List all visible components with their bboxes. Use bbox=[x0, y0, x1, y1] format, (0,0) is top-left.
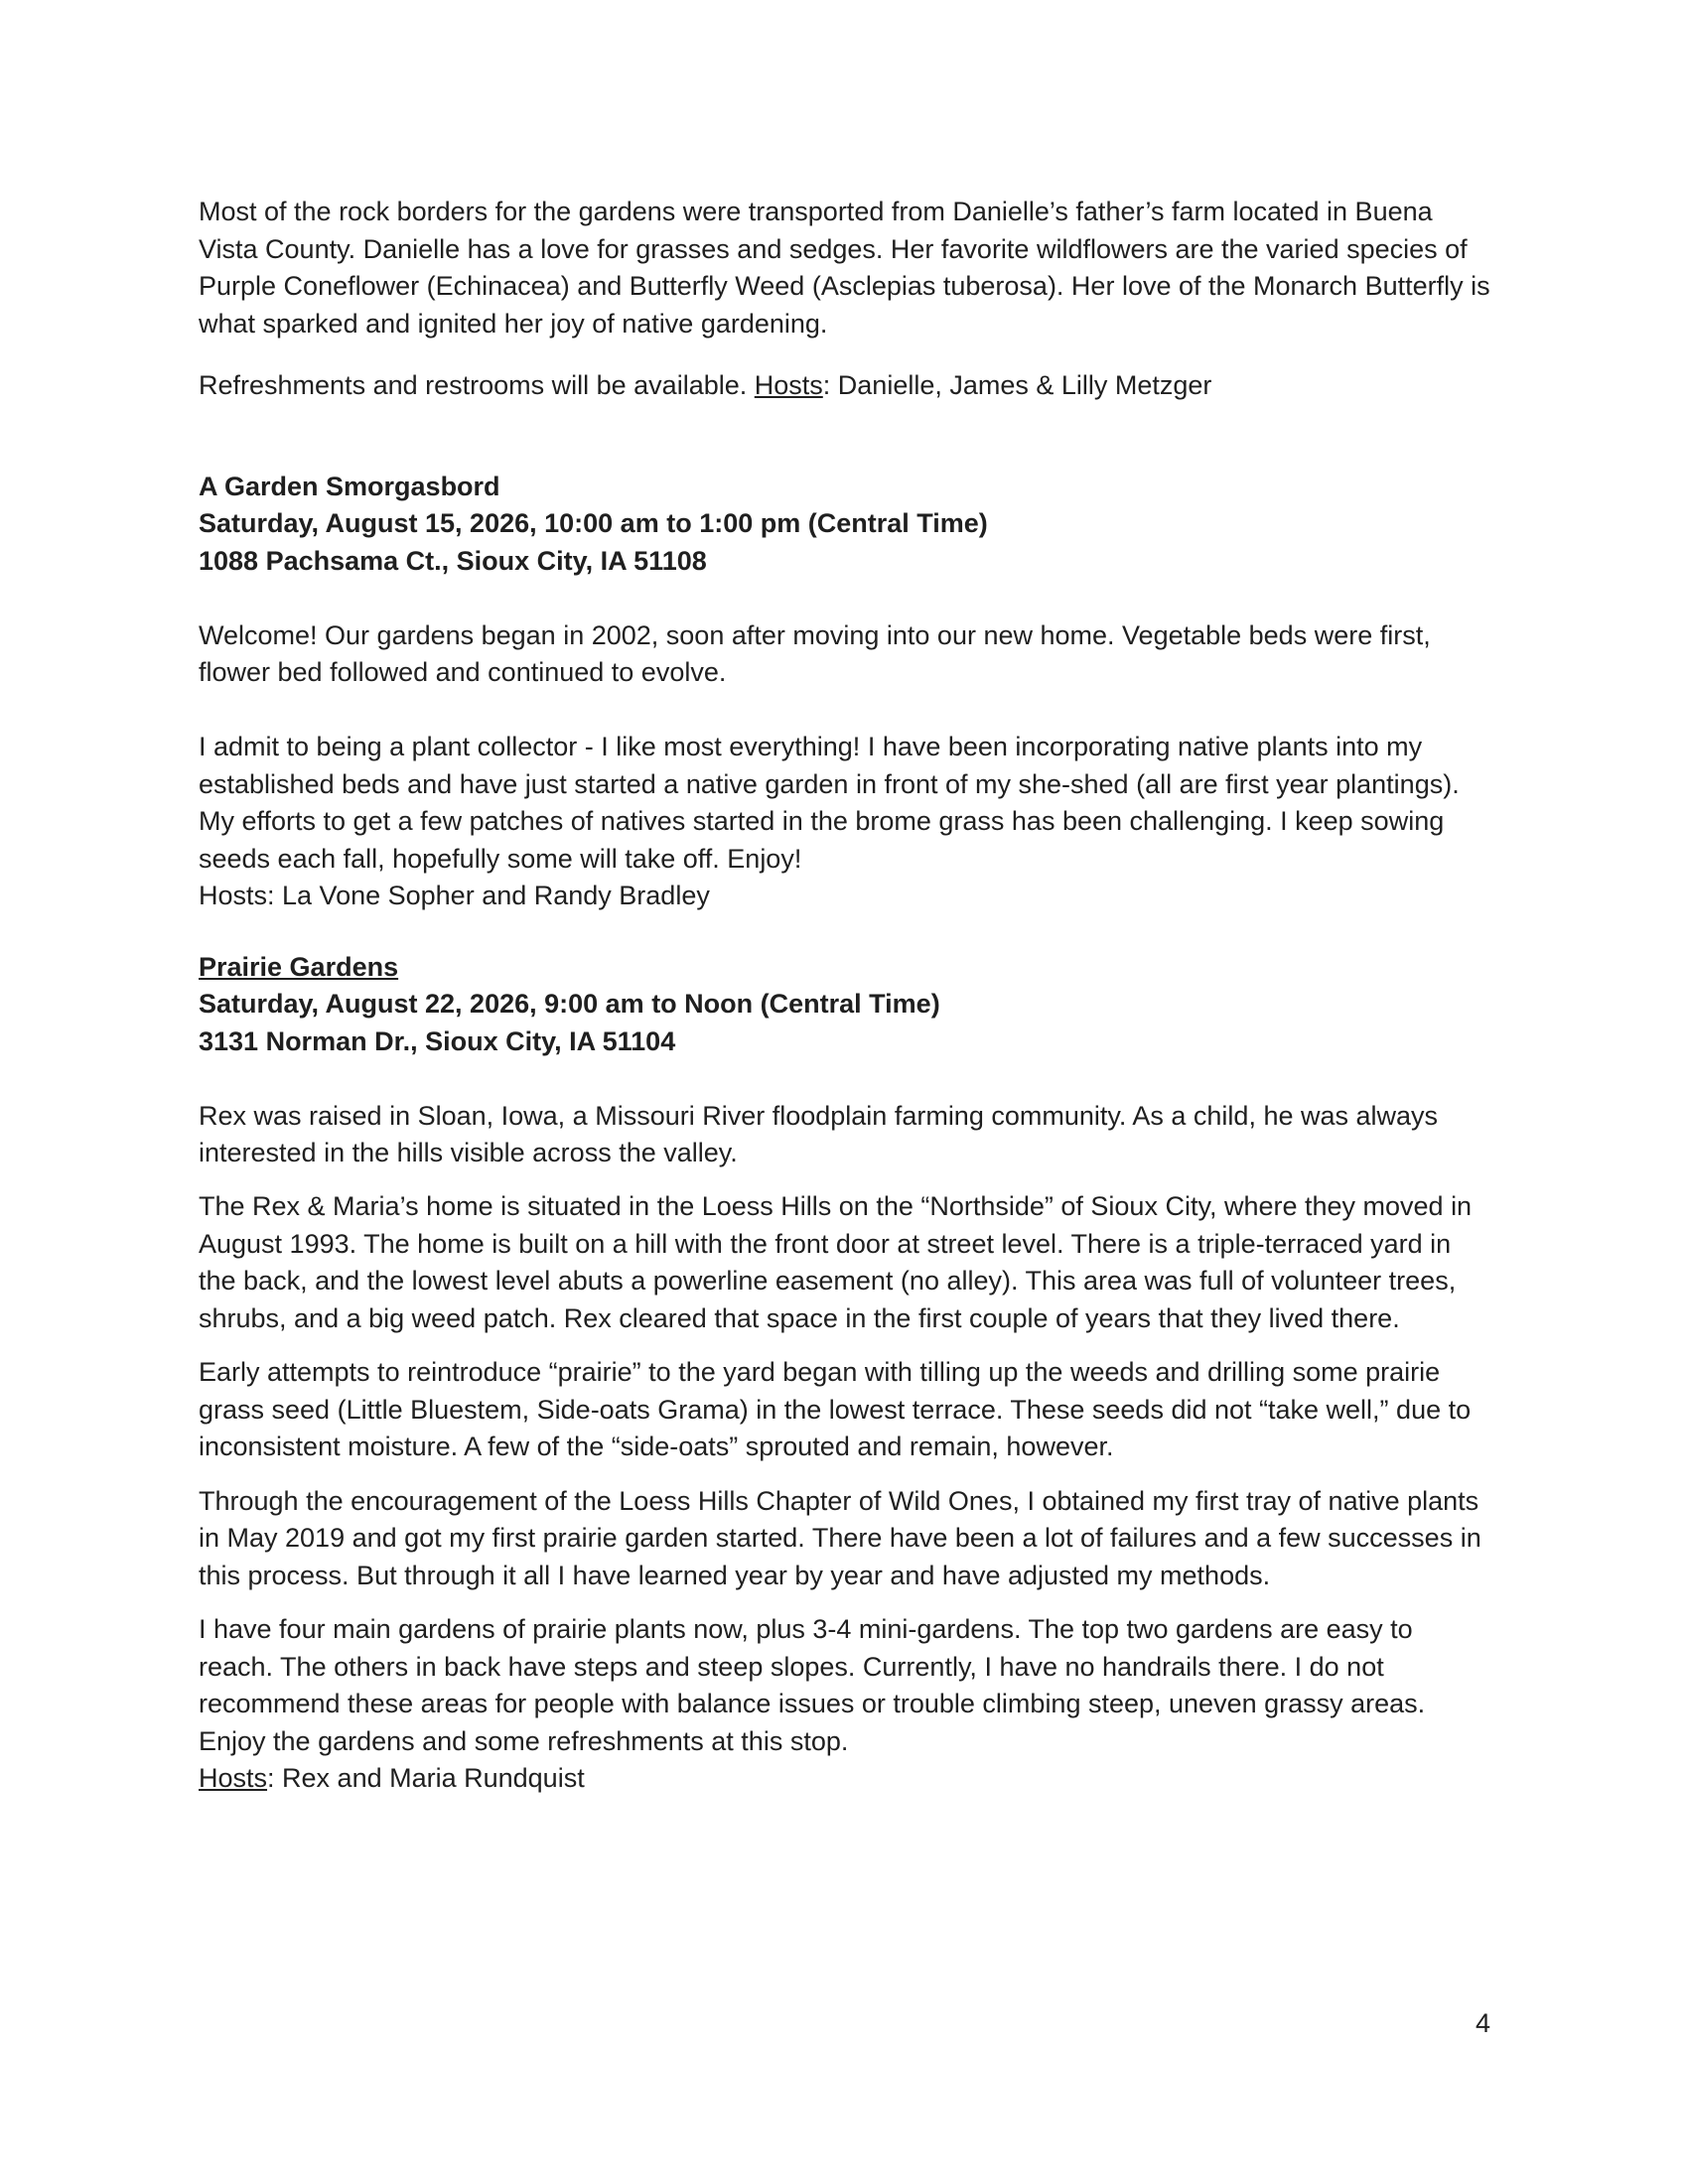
page-number: 4 bbox=[1476, 2008, 1491, 2038]
refreshments-text: Refreshments and restrooms will be available. bbox=[199, 370, 755, 400]
hosts-label: Hosts bbox=[754, 370, 823, 400]
section-paragraph: Early attempts to reintroduce “prairie” to the yard began with tilling up the weeds and drilling some prairie grass seed (Little Bluestem, Side-oats Grama) in the lowest terrace. These seeds did not “take well,” due to inconsistent moisture. A few of the “side-oats” sprouted and remain, however. bbox=[199, 1357, 1472, 1461]
section-title: Prairie Gardens bbox=[199, 951, 399, 982]
section-paragraph: I admit to being a plant collector - I like most everything! I have been incorporating native plants into my established beds and have just started a native garden in front of my she-shed (all are first year plantings). My efforts to get a few patches of natives started in the brome grass has been challenging. I keep sowing seeds each fall, hopefully some will take off. Enjoy! bbox=[199, 732, 1460, 874]
section-hosts bbox=[199, 1760, 1494, 1798]
section-paragraph: I have four main gardens of prairie plants now, plus 3-4 mini-gardens. The top two gardens are easy to reach. The others in back have steps and steep slopes. Currently, I have no handrails there. I do not recommend these areas for people with balance issues or trouble climbing steep, uneven grassy areas. Enjoy the gardens and some refreshments at this stop. bbox=[199, 1614, 1426, 1756]
section-date: Saturday, August 22, 2026, 9:00 am to Noon (Central Time) bbox=[199, 989, 940, 1019]
hosts-names: : Rex and Maria Rundquist bbox=[267, 1763, 585, 1793]
intro-paragraph-rock-borders: Most of the rock borders for the gardens were transported from Danielle’s father’s farm located in Buena Vista County. Danielle has a love for grasses and sedges. Her favorite wildflowers are the varied species of Purple Coneflower (Echinacea) and Butterfly Weed (Asclepias tuberosa). Her love of the Monarch Butterfly is what sparked and ignited her joy of native gardening. bbox=[199, 197, 1490, 339]
section-title: A Garden Smorgasbord bbox=[199, 471, 500, 501]
section-paragraph: Through the encouragement of the Loess Hills Chapter of Wild Ones, I obtained my first tray of native plants in May 2019 and got my first prairie garden started. There have been a lot of failures and a few successes in this process. But through it all I have learned year by year and have adjusted my methods. bbox=[199, 1485, 1481, 1590]
hosts-label: Hosts bbox=[199, 1763, 268, 1793]
section-prairie-gardens bbox=[199, 949, 1494, 1798]
section-hosts: Hosts: La Vone Sopher and Randy Bradley bbox=[199, 881, 710, 910]
hosts-names: : Danielle, James & Lilly Metzger bbox=[822, 370, 1212, 400]
intro-paragraph-refreshments bbox=[199, 367, 1494, 405]
section-paragraph: The Rex & Maria’s home is situated in the Loess Hills on the “Northside” of Sioux City, where they moved in August 1993. The home is built on a hill with the front door at street level. There is a triple-terraced yard in the back, and the lowest level abuts a powerline easement (no alley). This area was full of volunteer trees, shrubs, and a big weed patch. Rex cleared that space in the first couple of years that they lived there. bbox=[199, 1191, 1473, 1333]
section-paragraph: Rex was raised in Sloan, Iowa, a Missouri River floodplain farming community. As a child, he was always interested in the hills visible across the valley. bbox=[199, 1101, 1439, 1167]
section-date: Saturday, August 15, 2026, 10:00 am to 1:00 pm (Central Time) bbox=[199, 508, 988, 538]
section-garden-smorgasbord bbox=[199, 469, 1494, 915]
section-address: 1088 Pachsama Ct., Sioux City, IA 51108 bbox=[199, 545, 707, 576]
section-address: 3131 Norman Dr., Sioux City, IA 51104 bbox=[199, 1025, 676, 1056]
section-paragraph: Welcome! Our gardens began in 2002, soon after moving into our new home. Vegetable beds were first, flower bed followed and continued to evolve. bbox=[199, 620, 1431, 687]
document-page bbox=[199, 194, 1494, 1798]
